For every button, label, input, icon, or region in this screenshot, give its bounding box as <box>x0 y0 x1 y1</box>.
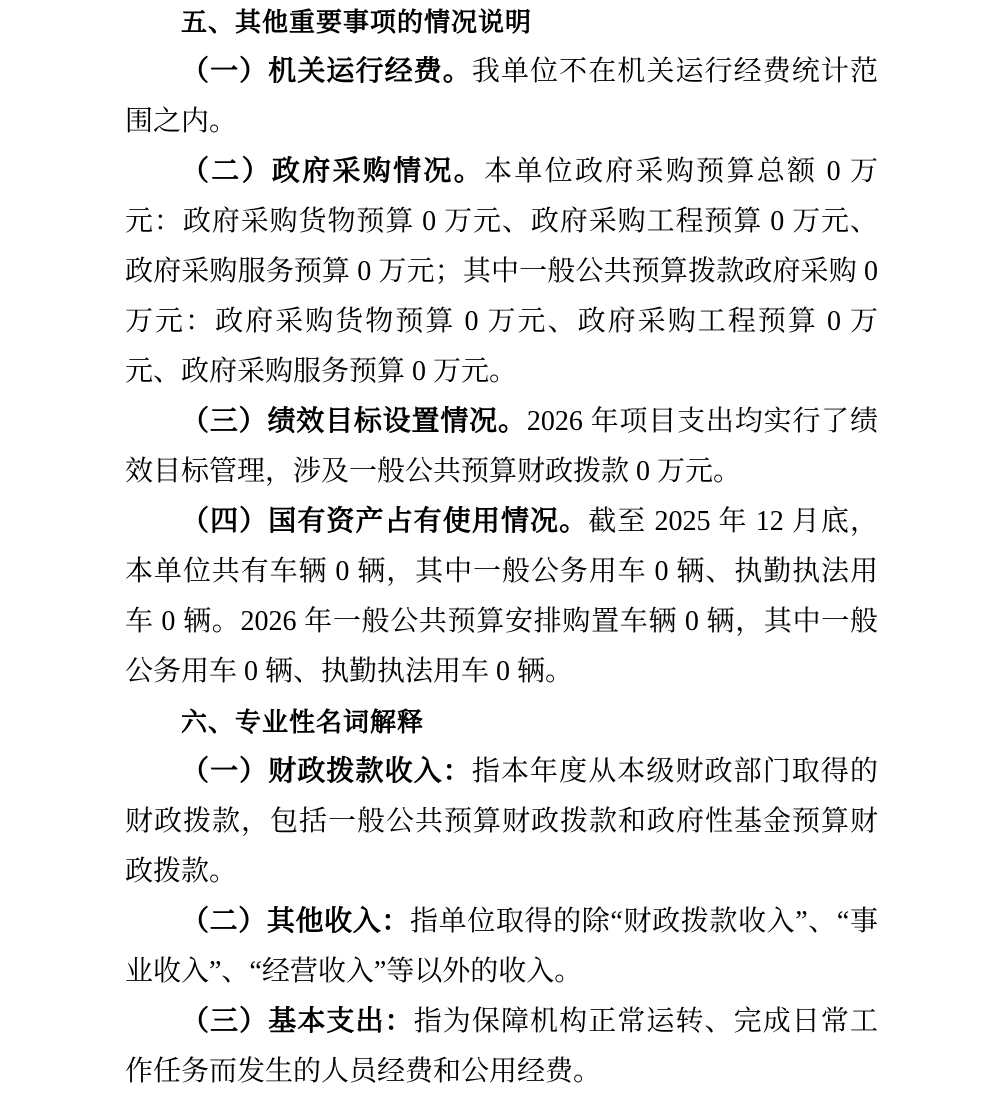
section-5-heading: 五、其他重要事项的情况说明 <box>181 7 533 37</box>
para-lead: （四）国有资产占有使用情况。 <box>181 506 589 537</box>
para-body: 指为保障机构正常运转、完成日常工作任务而发生的人员经费和公用经费。 <box>125 1006 878 1087</box>
para-lead: （一）机关运行经费。 <box>181 56 472 87</box>
para-state-owned-assets <box>125 497 878 697</box>
para-term-basic-expenditure <box>125 997 878 1097</box>
para-body: 指单位取得的除“财政拨款收入”、“事业收入”、“经营收入”等以外的收入。 <box>125 906 878 987</box>
para-lead: （二）其他收入： <box>181 906 411 937</box>
document-page <box>125 0 878 1097</box>
para-lead: （三）绩效目标设置情况。 <box>181 406 527 437</box>
para-lead: （三）基本支出： <box>181 1006 414 1037</box>
para-body: 指本年度从本级财政部门取得的财政拨款，包括一般公共预算财政拨款和政府性基金预算财政拨款。 <box>125 756 878 887</box>
para-body: 本单位政府采购预算总额 0 万元：政府采购货物预算 0 万元、政府采购工程预算 0 万元、政府采购服务预算 0 万元；其中一般公共预算拨款政府采购 0 万元：政府采购货物预算 0 万元、政府采购工程预算 0 万元、政府采购服务预算 0 万元。 <box>125 156 878 387</box>
para-government-procurement <box>125 147 878 397</box>
para-body: 截至 2025 年 12 月底，本单位共有车辆 0 辆，其中一般公务用车 0 辆、执勤执法用车 0 辆。2026 年一般公共预算安排购置车辆 0 辆，其中一般公务用车 0 辆、执勤执法用车 0 辆。 <box>125 506 878 687</box>
section-6-heading: 六、专业性名词解释 <box>181 707 425 737</box>
para-term-other-income <box>125 897 878 997</box>
para-body: 我单位不在机关运行经费统计范围之内。 <box>125 56 878 137</box>
para-agency-operating-funds <box>125 47 878 147</box>
para-lead: （一）财政拨款收入： <box>181 756 472 787</box>
para-lead: （二）政府采购情况。 <box>181 156 485 187</box>
para-body: 2026 年项目支出均实行了绩效目标管理，涉及一般公共预算财政拨款 0 万元。 <box>125 406 878 487</box>
para-performance-targets <box>125 397 878 497</box>
para-term-fiscal-appropriation-income <box>125 747 878 897</box>
